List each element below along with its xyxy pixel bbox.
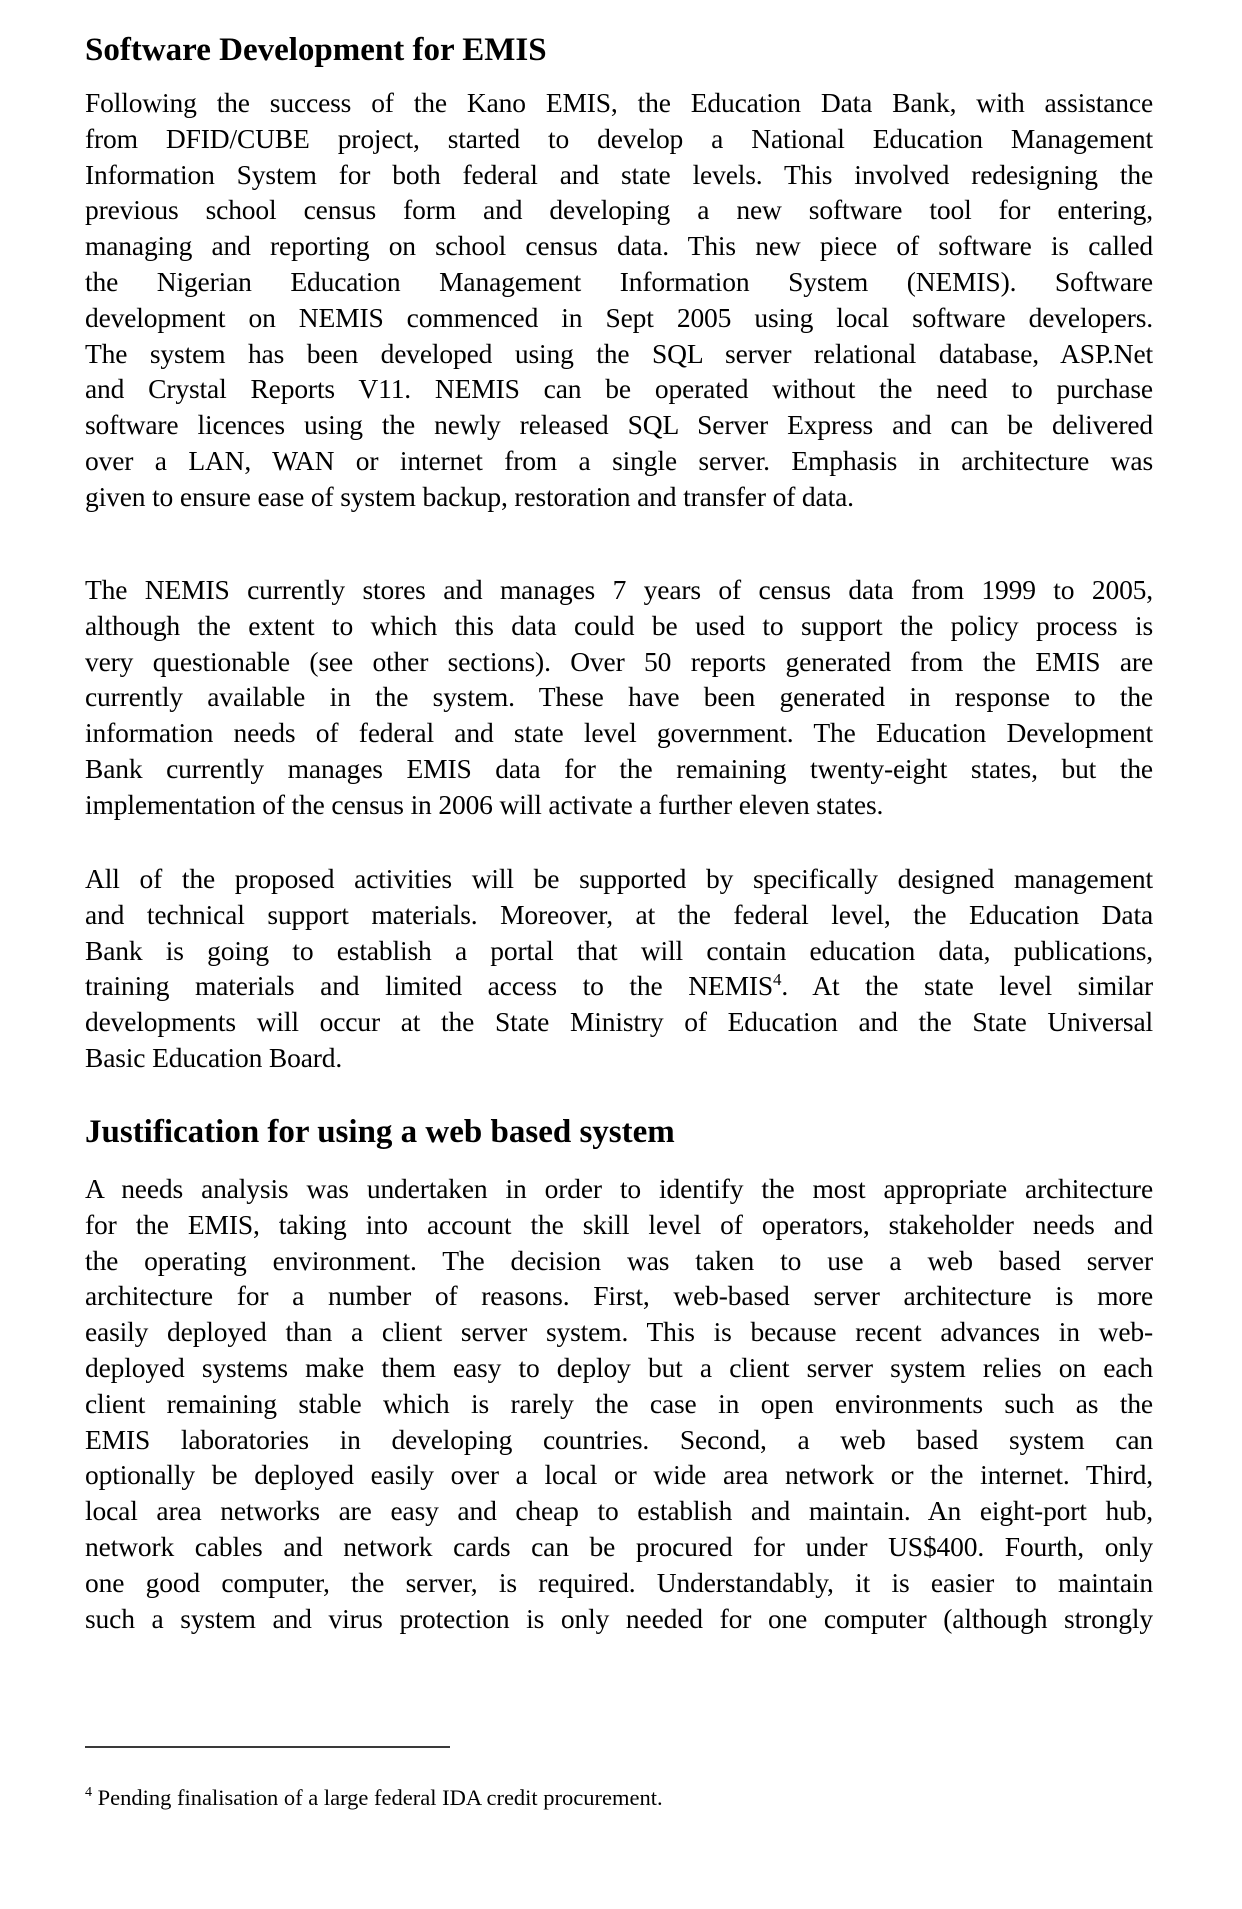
text-line: the operating environment. The decision was taken to use a web based server <box>85 1244 1153 1276</box>
text-line: Bank currently manages EMIS data for the remaining twenty-eight states, but the <box>85 752 1153 784</box>
section-heading-justification: Justification for using a web based system <box>85 1114 675 1150</box>
footnote-reference[interactable]: 4 <box>773 970 782 990</box>
text-line: very questionable (see other sections). Over 50 reports generated from the EMIS are <box>85 645 1153 677</box>
text-fragment: training materials and limited access to the NEMIS <box>85 970 774 1002</box>
text-line: Bank is going to establish a portal that will contain education data, publications, <box>85 934 1153 966</box>
text-line: The NEMIS currently stores and manages 7 years of census data from 1999 to 2005, <box>85 574 1153 605</box>
text-line: for the EMIS, taking into account the skill level of operators, stakeholder needs and <box>85 1208 1153 1240</box>
paragraph <box>85 572 1153 823</box>
text-line: easily deployed than a client server system. This is because recent advances in web- <box>85 1316 1153 1348</box>
section-heading-software-development: Software Development for EMIS <box>85 32 547 68</box>
text-line: from DFID/CUBE project, started to develop a National Education Management <box>85 122 1153 154</box>
footnote-separator <box>85 1746 450 1748</box>
paragraph <box>85 1171 1153 1636</box>
text-line: previous school census form and developing a new software tool for entering, <box>85 194 1153 226</box>
text-line-with-footnote <box>85 968 1153 1004</box>
text-line: local area networks are easy and cheap to establish and maintain. An eight-port hub, <box>85 1495 1153 1527</box>
paragraph <box>85 85 1153 515</box>
text-line: one good computer, the server, is required. Understandably, it is easier to maintain <box>85 1566 1153 1598</box>
text-line: software licences using the newly released SQL Server Express and can be delivered <box>85 409 1153 441</box>
text-line: and technical support materials. Moreover, at the federal level, the Education Data <box>85 898 1153 930</box>
footnote <box>85 1784 663 1812</box>
text-line: A needs analysis was undertaken in order to identify the most appropriate architecture <box>85 1173 1153 1204</box>
footnote-number: 4 <box>85 1785 92 1800</box>
text-line: Basic Education Board. <box>85 1041 343 1073</box>
text-line: All of the proposed activities will be supported by specifically designed management <box>85 863 1153 894</box>
text-line: currently available in the system. These have been generated in response to the <box>85 681 1153 713</box>
text-line: Information System for both federal and state levels. This involved redesigning the <box>85 158 1153 190</box>
text-line: information needs of federal and state level government. The Education Development <box>85 717 1153 749</box>
text-line: network cables and network cards can be procured for under US$400. Fourth, only <box>85 1530 1153 1562</box>
footnote-text: Pending finalisation of a large federal IDA credit procurement. <box>97 1785 663 1810</box>
text-line: although the extent to which this data could be used to support the policy process is <box>85 609 1153 641</box>
text-line: Following the success of the Kano EMIS, the Education Data Bank, with assistance <box>85 87 1153 118</box>
paragraph <box>85 861 1153 1076</box>
text-line: managing and reporting on school census data. This new piece of software is called <box>85 230 1153 262</box>
text-line: EMIS laboratories in developing countries. Second, a web based system can <box>85 1423 1153 1455</box>
text-line: architecture for a number of reasons. First, web-based server architecture is more <box>85 1280 1153 1312</box>
text-line: such a system and virus protection is only needed for one computer (although strongly <box>85 1602 1153 1634</box>
text-line: and Crystal Reports V11. NEMIS can be operated without the need to purchase <box>85 373 1153 405</box>
text-line: development on NEMIS commenced in Sept 2005 using local software developers. <box>85 301 1153 333</box>
text-line: client remaining stable which is rarely the case in open environments such as the <box>85 1387 1153 1419</box>
text-line: deployed systems make them easy to deploy but a client server system relies on each <box>85 1351 1153 1383</box>
text-line: the Nigerian Education Management Information System (NEMIS). Software <box>85 265 1153 297</box>
text-line: over a LAN, WAN or internet from a single server. Emphasis in architecture was <box>85 444 1153 476</box>
text-line: implementation of the census in 2006 will activate a further eleven states. <box>85 788 884 820</box>
text-fragment: . At the state level similar <box>781 970 1154 1002</box>
text-line: given to ensure ease of system backup, restoration and transfer of data. <box>85 480 854 512</box>
text-line: developments will occur at the State Ministry of Education and the State Universal <box>85 1006 1153 1038</box>
text-line: optionally be deployed easily over a local or wide area network or the internet. Third, <box>85 1459 1153 1491</box>
text-line: The system has been developed using the SQL server relational database, ASP.Net <box>85 337 1153 369</box>
